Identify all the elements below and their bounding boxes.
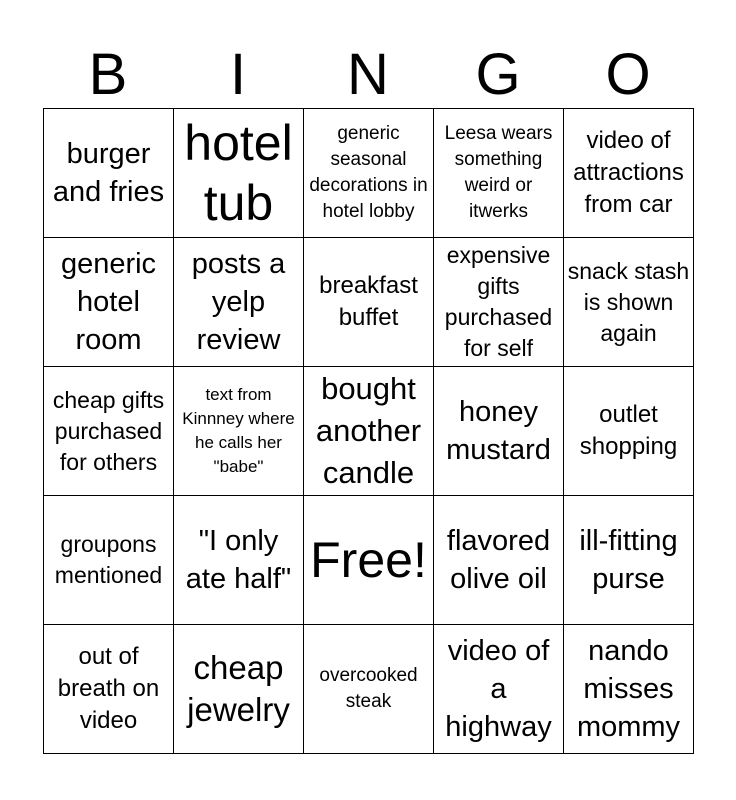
cell-text: cheap gifts purchased for others: [52, 386, 165, 475]
header-letter-n: N: [347, 42, 389, 107]
cell-text: expensive gifts purchased for self: [444, 242, 553, 361]
header-letter-b: B: [88, 42, 128, 107]
bingo-cell[interactable]: [564, 367, 694, 496]
cell-text: honey mustard: [446, 396, 551, 466]
bingo-cell[interactable]: [564, 496, 694, 625]
bingo-cell[interactable]: [174, 625, 304, 754]
bingo-header: [43, 42, 693, 108]
cell-text: cheap jewelry: [187, 649, 290, 728]
cell-text: hotel tub: [184, 115, 293, 231]
bingo-cell[interactable]: [304, 109, 434, 238]
header-letter-g: G: [475, 42, 521, 107]
bingo-cell[interactable]: [434, 238, 564, 367]
cell-text: snack stash is shown again: [567, 257, 690, 346]
bingo-cell[interactable]: [174, 496, 304, 625]
free-space-cell[interactable]: [304, 496, 434, 625]
bingo-cell[interactable]: [174, 109, 304, 238]
bingo-cell[interactable]: [434, 625, 564, 754]
cell-text: burger and fries: [52, 138, 165, 208]
cell-text: ill-fitting purse: [579, 525, 678, 595]
free-space-text: Free!: [310, 532, 427, 588]
cell-text: out of breath on video: [57, 643, 160, 734]
bingo-cell[interactable]: [564, 238, 694, 367]
bingo-cell[interactable]: [174, 367, 304, 496]
cell-text: nando misses mommy: [576, 635, 681, 743]
bingo-cell[interactable]: [304, 367, 434, 496]
cell-text: bought another candle: [315, 371, 422, 490]
bingo-cell[interactable]: [434, 109, 564, 238]
bingo-cell[interactable]: [44, 496, 174, 625]
cell-text: groupons mentioned: [54, 531, 163, 588]
bingo-cell[interactable]: [564, 109, 694, 238]
grid-row: [44, 238, 694, 367]
cell-text: outlet shopping: [579, 401, 678, 460]
cell-text: video of a highway: [445, 635, 552, 743]
cell-text: video of attractions from car: [573, 127, 684, 218]
bingo-cell[interactable]: [44, 367, 174, 496]
cell-text: generic hotel room: [60, 248, 157, 356]
cell-text: text from Kinnney where he calls her "babe": [182, 385, 295, 476]
bingo-cell[interactable]: [44, 238, 174, 367]
grid-row: [44, 367, 694, 496]
cell-text: flavored olive oil: [446, 525, 551, 595]
bingo-cell[interactable]: [44, 625, 174, 754]
cell-text: breakfast buffet: [319, 272, 418, 331]
header-letter-o: O: [605, 42, 651, 107]
header-letter-i: I: [229, 42, 247, 107]
grid-row: [44, 496, 694, 625]
cell-text: generic seasonal decorations in hotel lobby: [309, 123, 428, 222]
cell-text: overcooked steak: [319, 665, 418, 712]
bingo-cell[interactable]: [44, 109, 174, 238]
cell-text: Leesa wears something weird or itwerks: [444, 123, 553, 222]
bingo-cell[interactable]: [564, 625, 694, 754]
bingo-cell[interactable]: [304, 238, 434, 367]
grid-row: [44, 625, 694, 754]
bingo-cell[interactable]: [174, 238, 304, 367]
cell-text: "I only ate half": [185, 525, 292, 595]
bingo-grid: [43, 108, 694, 754]
bingo-cell[interactable]: [434, 367, 564, 496]
bingo-cell[interactable]: [304, 625, 434, 754]
cell-text: posts a yelp review: [191, 248, 286, 356]
bingo-cell[interactable]: [434, 496, 564, 625]
grid-row: [44, 109, 694, 238]
